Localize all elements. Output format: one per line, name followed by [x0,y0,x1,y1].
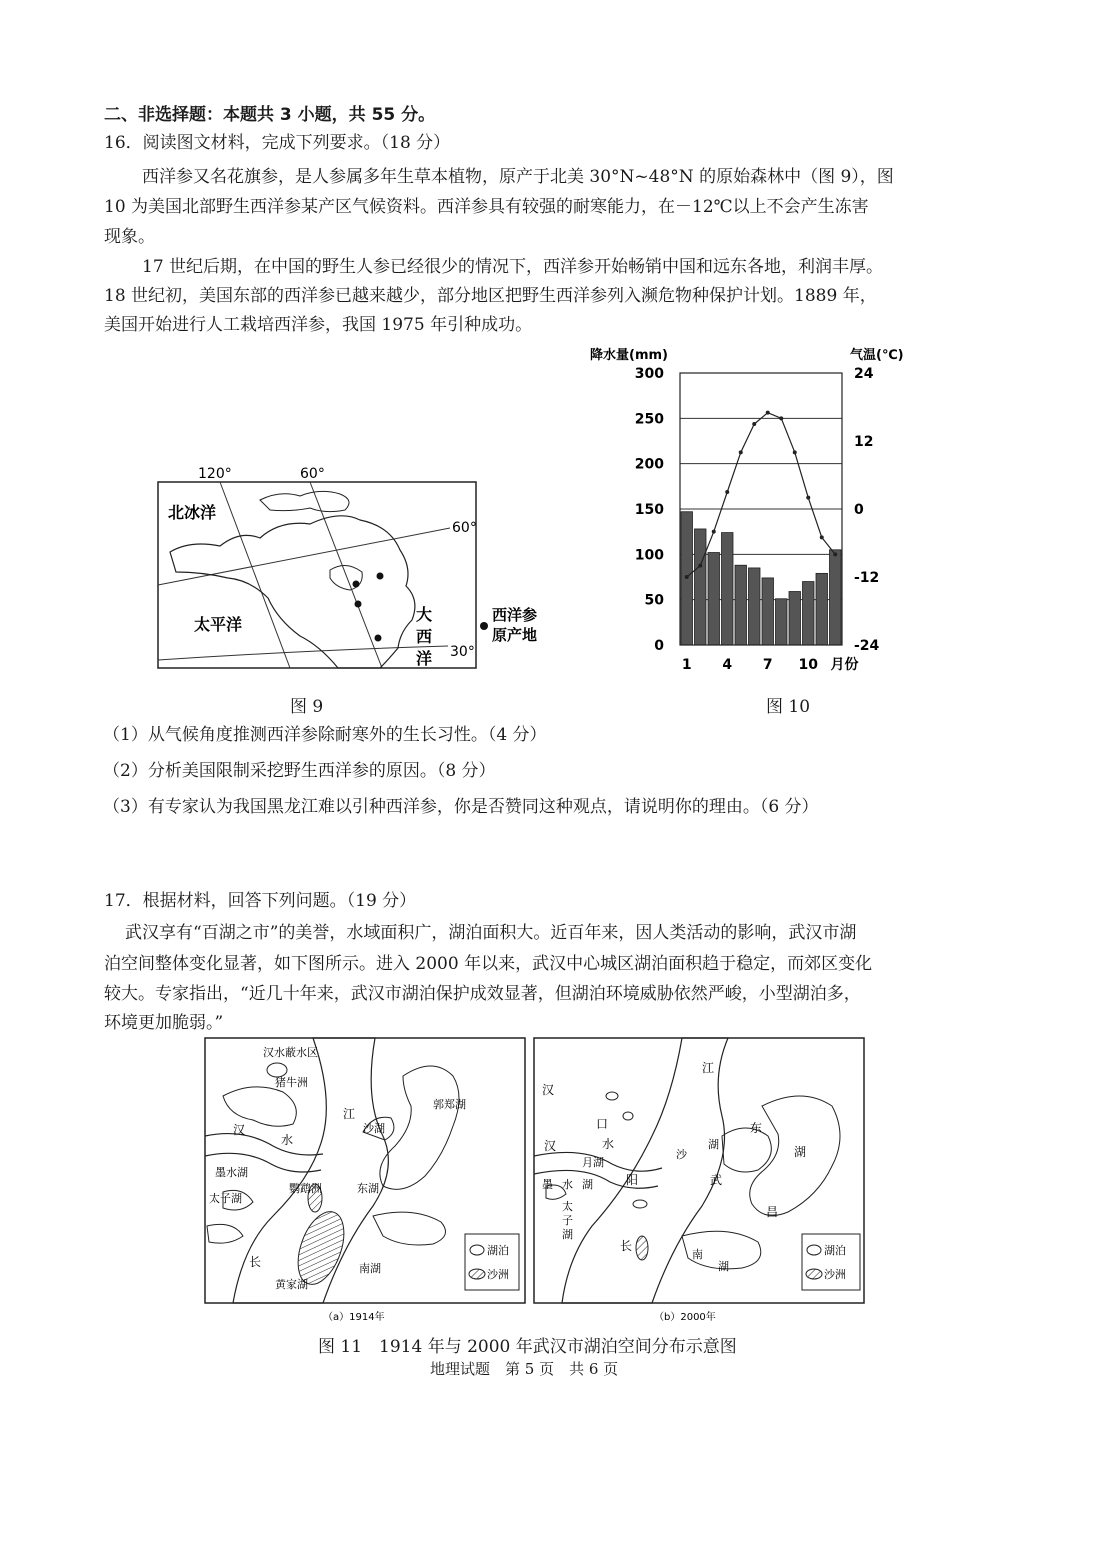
chart-right-tick-label: 12 [854,434,874,450]
chart-precip-bar [735,565,747,645]
map-a-legend-box [465,1234,519,1290]
north-america-outline [170,516,415,668]
chart-x-tick-label: 10 [798,657,818,673]
page-footer: 地理试题 第 5 页 共 6 页 [430,1360,619,1378]
legend-origin-label-1: 西洋参 [492,606,538,624]
label-yingwu: 鹦鹉洲 [289,1182,322,1195]
q16-para1-line1: 西洋参又名花旗参，是人参属多年生草本植物，原产于北美 30°N~48°N 的原始森林中（图 9），图 [142,167,894,187]
chart-precip-bar [722,533,734,645]
ginseng-origin-dot [377,573,384,580]
chart-xlabel: 月份 [830,657,859,673]
map-a-guojia-shape [380,1066,459,1189]
label-taizi-2: 子 [562,1214,573,1227]
label-nanhu-2: 湖 [718,1260,729,1273]
label-shahu: 沙湖 [363,1122,385,1135]
chart-x-tick-label: 7 [762,657,773,673]
chart-precip-bar [708,553,720,645]
chart-x-tick-label: 1 [681,657,692,673]
legend-sandbar-icon [469,1269,485,1279]
chart-precip-bar [816,573,828,645]
parallel-60 [158,528,450,585]
label-moshui-3: 湖 [582,1178,593,1191]
legend-sandbar-label: 沙洲 [487,1268,509,1281]
label-dong: 东 [750,1121,763,1135]
chart-left-tick-label: 250 [634,411,664,428]
chart-precip-bar [803,582,815,645]
label-shui: 水 [281,1133,294,1147]
label-pacific-ocean: 太平洋 [194,615,243,634]
figure-10-caption: 图 10 [766,697,811,717]
q17-para-line2: 泊空间整体变化显著，如下图所示。进入 2000 年以来，武汉中心城区湖泊面积趋于稳定，而郊区变化 [104,954,873,974]
chart-temp-point [698,564,702,568]
label-han-1: 汉 [542,1083,555,1097]
label-taizi-3: 湖 [562,1228,573,1241]
chart-ylabel-left: 降水量(mm) [590,348,668,363]
chart-temp-point [739,450,743,454]
chart-temp-point [833,552,837,556]
q17-title: 17．根据材料，回答下列问题。（19 分） [104,891,417,911]
q16-para2-line3: 美国开始进行人工栽培西洋参，我国 1975 年引种成功。 [104,315,533,335]
chart-left-tick-label: 50 [644,592,664,609]
q16-question-3: （3）有专家认为我国黑龙江难以引种西洋参，你是否赞同这种观点，请说明你的理由。（6 分） [103,797,819,817]
map-lat-60: 60° [452,520,477,536]
label-han-2: 汉 [544,1139,557,1153]
map-a-taizi-shape [207,1224,243,1243]
legend-sandbar-label: 沙洲 [824,1268,846,1281]
legend-sandbar-icon [806,1269,822,1279]
label-chang-river: 长 [620,1239,633,1253]
chart-right-tick-label: -24 [854,638,880,654]
label-moshui: 墨水湖 [215,1166,248,1179]
chart-temp-point [806,496,810,500]
chart-precip-bar [789,592,801,645]
chart-left-tick-label: 300 [634,366,664,382]
chart-left-tick-label: 100 [634,547,664,564]
chart-temp-point [820,535,824,539]
q16-title: 16．阅读图文材料，完成下列要求。（18 分） [104,133,451,153]
q17-para-line4: 环境更加脆弱。” [104,1013,224,1033]
chart-temp-point [779,416,783,420]
map-b-sandbar [636,1236,648,1260]
label-guojia: 郭郑湖 [433,1098,466,1111]
section-heading: 二、非选择题：本题共 3 小题，共 55 分。 [104,105,436,125]
label-huangjia: 黄家湖 [275,1278,308,1291]
chart-precip-bar [695,529,707,645]
ginseng-origin-dot [353,581,360,588]
q16-question-1: （1）从气候角度推测西洋参除耐寒外的生长习性。（4 分） [103,725,547,745]
label-nanhu: 南湖 [359,1262,381,1275]
label-nanhu-1: 南 [692,1248,703,1261]
label-yuehu: 月湖 [582,1156,604,1169]
label-atlantic-3: 洋 [416,649,433,668]
chart-right-tick-label: 0 [854,502,864,518]
chart-precip-bar [762,578,774,645]
figure-11b-map-2000 [532,1036,866,1326]
chart-precip-bar [776,599,788,645]
q16-question-2: （2）分析美国限制采挖野生西洋参的原因。（8 分） [103,761,496,781]
label-hanshui-area: 汉水蔽水区 [263,1046,318,1059]
label-shui: 水 [602,1137,615,1151]
parallel-30 [158,646,448,660]
label-donghu: 东湖 [357,1182,379,1195]
label-shahu-1: 沙 [676,1148,687,1161]
label-moshui-2: 水 [562,1178,573,1191]
label-chang: 长 [249,1255,262,1269]
chart-temp-point [766,411,770,415]
legend-lake-label: 湖泊 [487,1244,509,1257]
q16-para1-line2: 10 为美国北部野生西洋参某产区气候资料。西洋参具有较强的耐寒能力，在－12℃以上不会产生冻害 [104,197,869,217]
label-shahu-2: 湖 [708,1138,719,1151]
chart-precip-bar [749,568,761,645]
label-atlantic-2: 西 [416,627,433,646]
map-b-lake [606,1092,618,1100]
map-a-lake [267,1063,287,1077]
map-a-sub-caption: （a）1914年 [323,1312,385,1323]
map-a-nanhu-shape [373,1212,446,1245]
label-chang-city: 昌 [766,1205,779,1219]
label-taizi-1: 太 [562,1200,573,1213]
q16-para2-line1: 17 世纪后期，在中国的野生人参已经很少的情况下，西洋参开始畅销中国和远东各地，利润丰厚。 [142,257,884,277]
map-b-yangtze [562,1038,728,1303]
label-moshui-1: 墨 [542,1178,553,1191]
map-lon-120: 120° [198,466,232,482]
chart-precip-bar [830,550,842,645]
chart-temp-point [752,422,756,426]
label-hu: 湖 [794,1145,807,1159]
label-arctic-ocean: 北冰洋 [168,503,217,522]
legend-lake-label: 湖泊 [824,1244,846,1257]
chart-ylabel-right: 气温(℃) [850,348,904,363]
arctic-islands [260,491,349,511]
map-b-legend-box [802,1234,860,1290]
map-b-lake [633,1200,647,1208]
q17-para-line3: 较大。专家指出，“近几十年来，武汉市湖泊保护成效显著，但湖泊环境威胁依然严峻，小型湖泊多， [104,984,861,1004]
label-zhuniu: 猪牛洲 [275,1076,308,1089]
map-a-hanshui-north [205,1134,323,1155]
figure-9-caption: 图 9 [290,697,324,717]
label-han: 汉 [233,1123,246,1137]
chart-right-tick-label: 24 [854,366,874,382]
chart-left-tick-label: 200 [634,456,664,473]
ginseng-origin-dot [375,635,382,642]
q16-para2-line2: 18 世纪初，美国东部的西洋参已越来越少，部分地区把野生西洋参列入濒危物种保护计划。1889 年， [104,286,877,306]
map-a-hanshui-flood [223,1087,296,1126]
figure-11-caption: 图 11 1914 年与 2000 年武汉市湖泊空间分布示意图 [318,1337,737,1357]
chart-temp-point [793,450,797,454]
chart-temp-point [712,530,716,534]
label-jiang: 江 [343,1107,356,1121]
chart-left-tick-label: 150 [634,502,664,518]
legend-origin-dot [480,622,488,630]
chart-left-tick-label: 0 [654,638,664,654]
chart-x-tick-label: 4 [722,657,733,673]
label-taizi: 太子湖 [209,1192,242,1205]
figure-10-climate-chart [580,345,940,680]
ginseng-origin-dot [355,601,362,608]
map-b-sub-caption: （b）2000年 [654,1312,716,1323]
meridian-60 [310,482,382,668]
map-lat-30: 30° [450,644,475,660]
chart-temp-point [725,490,729,494]
chart-temp-point [685,575,689,579]
meridian-120 [220,482,290,668]
map-b-shahu-shape [722,1128,771,1172]
label-kou: 口 [596,1117,609,1131]
figure-11a-map-1914 [203,1036,527,1326]
label-atlantic-1: 大 [416,605,433,624]
map-lon-60: 60° [300,466,325,482]
q17-para-line1: 武汉享有“百湖之市”的美誉，水域面积广，湖泊面积大。近百年来，因人类活动的影响，武汉市湖 [125,923,857,943]
label-yang: 阳 [626,1173,639,1187]
chart-right-tick-label: -12 [854,570,880,586]
legend-origin-label-2: 原产地 [492,626,538,644]
chart-bars [681,512,841,645]
label-jiang: 江 [702,1061,715,1075]
q16-para1-line3: 现象。 [104,227,155,247]
map-b-lake [623,1112,633,1120]
label-wu: 武 [710,1173,723,1187]
figure-9-map [150,460,570,700]
